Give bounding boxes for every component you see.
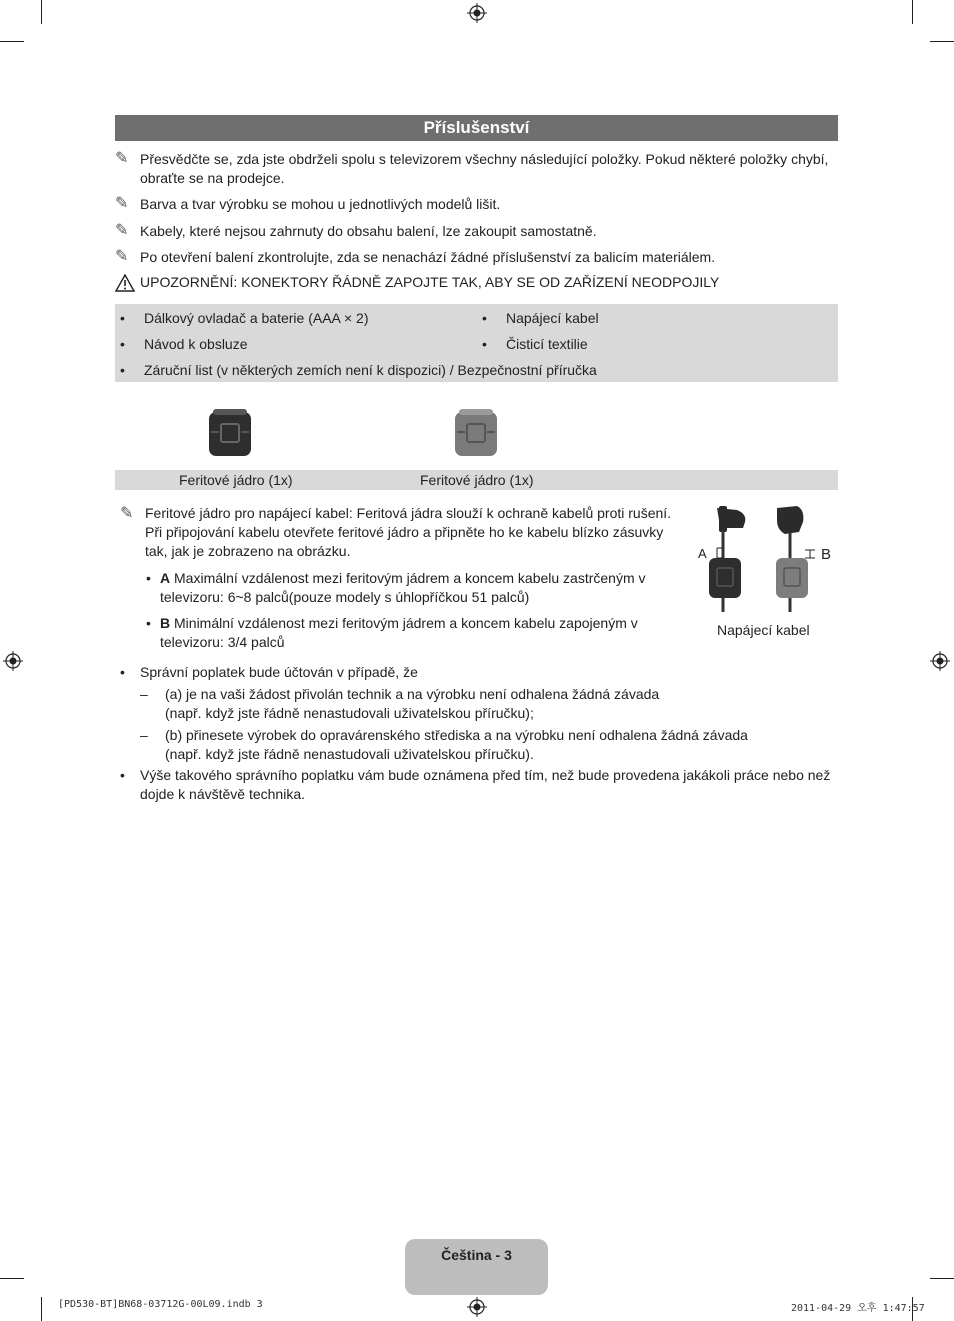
fee-item: Výše takového správního poplatku vám bude oznámena před tím, než bude provedena jakákoli práce nebo než dojde k návštěvě technika. [140, 767, 831, 802]
registration-mark-icon [467, 3, 487, 23]
crop-mark [912, 0, 913, 24]
figure-caption: Napájecí kabel [717, 622, 810, 638]
accessory-label: Dálkový ovladač a baterie (AAA × 2) [144, 310, 369, 326]
bullet: • [120, 767, 125, 783]
note-text: Barva a tvar výrobku se mohou u jednotlivých modelů lišit. [140, 196, 501, 212]
bullet: • [482, 310, 487, 326]
figure-label-a: A [698, 546, 707, 561]
section-title: Příslušenství [115, 115, 838, 141]
crop-mark [41, 0, 42, 24]
accessory-label: Záruční list (v některých zemích není k dispozici) / Bezpečnostní příručka [144, 362, 597, 378]
crop-mark [0, 1278, 24, 1279]
crop-mark [930, 1278, 954, 1279]
figure-label-b: B [821, 546, 832, 563]
pencil-note-icon: ✎ [120, 505, 134, 522]
bullet: • [146, 570, 151, 586]
accessory-label: Čisticí textilie [506, 336, 588, 352]
ferrite-note-b [160, 614, 680, 652]
note-text: Přesvědčte se, zda jste obdrželi spolu s televizorem všechny následující položky. Pokud některé položky chybí, obraťte se na prodejce. [140, 151, 829, 186]
page-number: Čeština - 3 [441, 1247, 512, 1263]
label-a: A [160, 570, 171, 586]
accessory-label: Návod k obsluze [144, 336, 248, 352]
fee-subitem: (b) přinesete výrobek do opravárenského střediska a na výrobku není odhalena žádná závada (např. když jste řádně nenastudovali uživatelskou příručku). [165, 727, 748, 762]
ferrite-core-dark-image [207, 408, 253, 458]
registration-mark-icon [930, 651, 950, 671]
power-cable-figure [695, 500, 835, 615]
ferrite-core-grey-image [453, 408, 499, 458]
dash: – [140, 727, 148, 743]
bullet: • [120, 664, 125, 680]
pencil-note-icon: ✎ [115, 195, 129, 212]
print-file-info: [PD530-BT]BN68-03712G-00L09.indb 3 [58, 1299, 263, 1310]
dash: – [140, 686, 148, 702]
ferrite-label: Feritové jádro (1x) [179, 472, 293, 488]
warning-text: UPOZORNĚNÍ: KONEKTORY ŘÁDNĚ ZAPOJTE TAK, ABY SE OD ZAŘÍZENÍ NEODPOJILY [140, 274, 720, 290]
bullet: • [120, 310, 125, 326]
registration-mark-icon [3, 651, 23, 671]
print-date-info: 2011-04-29 오후 1:47:57 [791, 1303, 925, 1314]
ferrite-label: Feritové jádro (1x) [420, 472, 534, 488]
crop-mark [41, 1297, 42, 1321]
warning-triangle-icon [115, 274, 135, 292]
pencil-note-icon: ✎ [115, 150, 129, 167]
note-text: Kabely, které nejsou zahrnuty do obsahu balení, lze zakoupit samostatně. [140, 223, 597, 239]
fee-item: Správní poplatek bude účtován v případě, že [140, 664, 418, 680]
ferrite-note-b-text: Minimální vzdálenost mezi feritovým jádrem a koncem kabelu zapojeným v televizoru: 3/4 palců [160, 615, 638, 650]
ferrite-note-a [160, 569, 680, 607]
pencil-note-icon: ✎ [115, 248, 129, 265]
pencil-note-icon: ✎ [115, 222, 129, 239]
registration-mark-icon [467, 1297, 487, 1317]
crop-mark [0, 41, 24, 42]
ferrite-note-a-text: Maximální vzdálenost mezi feritovým jádrem a koncem kabelu zastrčeným v televizoru: 6~8 palců(pouze modely s úhlopříčkou 51 palců) [160, 570, 646, 605]
accessory-label: Napájecí kabel [506, 310, 599, 326]
bullet: • [146, 615, 151, 631]
fee-subitem: (a) je na vaši žádost přivolán technik a na výrobku není odhalena žádná závada (např. když jste řádně nenastudovali uživatelskou příručku); [165, 686, 660, 721]
crop-mark [930, 41, 954, 42]
bullet: • [120, 336, 125, 352]
label-b: B [160, 615, 171, 631]
note-text: Po otevření balení zkontrolujte, zda se nenachází žádné příslušenství za balicím materiálem. [140, 249, 716, 265]
bullet: • [482, 336, 487, 352]
ferrite-note-text: Feritové jádro pro napájecí kabel: Feritová jádra slouží k ochraně kabelů proti rušení. Při připojování kabelu otevřete feritové jádro a připněte ho ke kabelu blízko zásuvky tak, jak je zobrazeno na obrázku. [145, 505, 672, 559]
bullet: • [120, 362, 125, 378]
